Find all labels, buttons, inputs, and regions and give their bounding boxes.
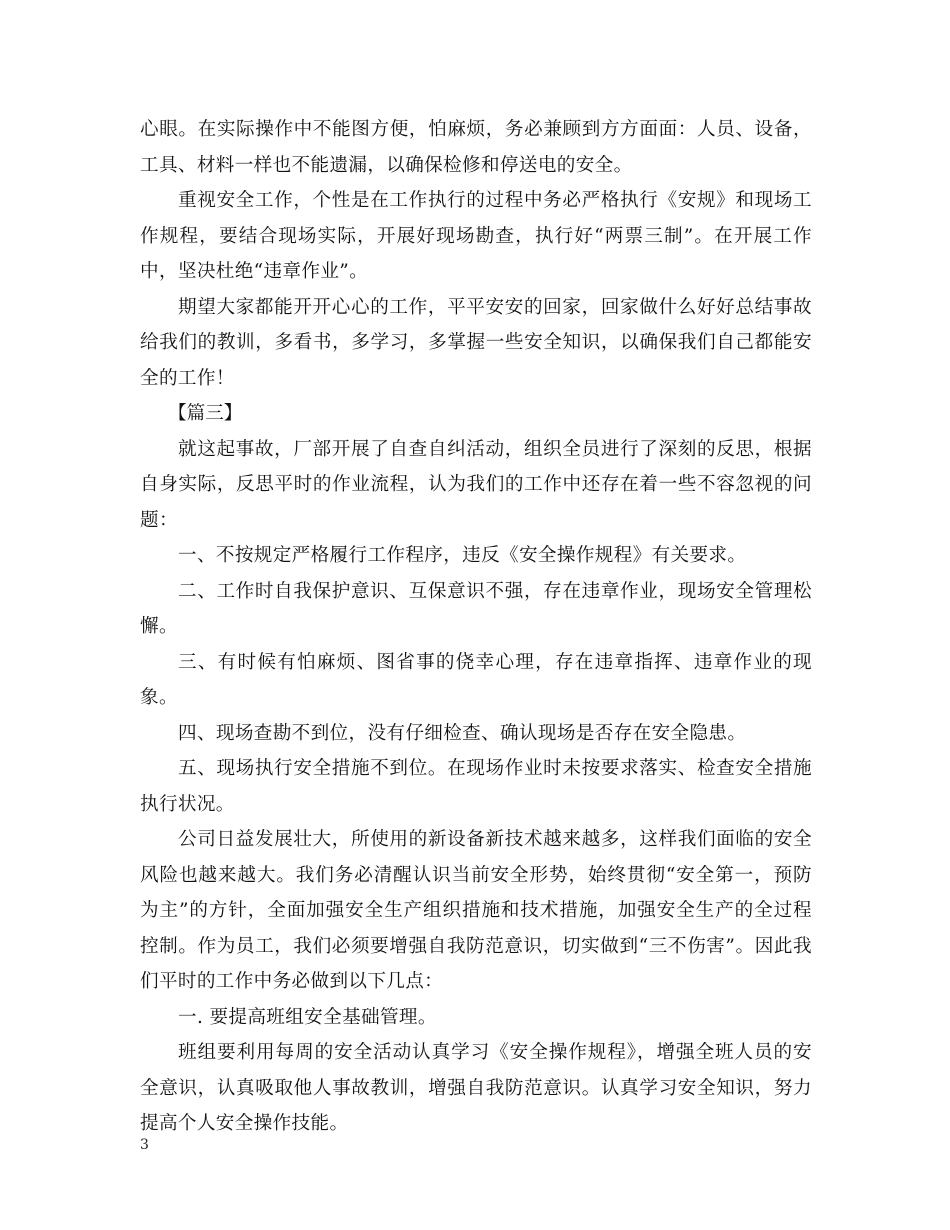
list-item: 一. 要提高班组安全基础管理。 — [178, 1006, 437, 1028]
list-item: 四、现场查勘不到位，没有仔细检查、确认现场是否存在安全隐患。 — [178, 722, 747, 744]
paragraph: 重视安全工作，个性是在工作执行的过程中务必严格执行《安规》和现场工作规程，要结合现场实际，开展好现场勘查，执行好“两票三制”。在开展工作中，坚决杜绝“违章作业”。 — [140, 190, 812, 282]
paragraph: 公司日益发展壮大，所使用的新设备新技术越来越多，这样我们面临的安全风险也越来越大。我们务必清醒认识当前安全形势，始终贯彻“安全第一，预防为主”的方针，全面加强安全生产组织措施和技术措施，加强安全生产的全过程控制。作为员工，我们必须要增强自我防范意识，切实做到“三不伤害”。因此我们平时的工作中务必做到以下几点： — [140, 829, 812, 992]
paragraph: 期望大家都能开开心心的工作，平平安安的回家，回家做什么好好总结事故给我们的教训，多看书，多学习，多掌握一些安全知识，以确保我们自己都能安全的工作！ — [140, 296, 812, 389]
paragraph: 班组要利用每周的安全活动认真学习《安全操作规程》，增强全班人员的安全意识，认真吸取他人事故教训，增强自我防范意识。认真学习安全知识，努力提高个人安全操作技能。 — [140, 1042, 812, 1134]
section-heading: 【篇三】 — [168, 403, 243, 424]
document-body — [140, 112, 812, 1142]
paragraph: 心眼。在实际操作中不能图方便，怕麻烦，务必兼顾到方方面面：人员、设备，工具、材料一样也不能遗漏，以确保检修和停送电的安全。 — [140, 119, 812, 176]
page-number: 3 — [140, 1137, 149, 1153]
list-item: 三、有时候有怕麻烦、图省事的侥幸心理，存在违章指挥、违章作业的现象。 — [140, 651, 812, 708]
list-item: 二、工作时自我保护意识、互保意识不强，存在违章作业，现场安全管理松懈。 — [140, 580, 812, 637]
paragraph: 就这起事故，厂部开展了自查自纠活动，组织全员进行了深刻的反思，根据自身实际，反思平时的作业流程，认为我们的工作中还存在着一些不容忽视的问题： — [140, 438, 812, 531]
list-item: 五、现场执行安全措施不到位。在现场作业时未按要求落实、检查安全措施执行状况。 — [140, 758, 812, 815]
list-item: 一、不按规定严格履行工作程序，违反《安全操作规程》有关要求。 — [178, 545, 747, 566]
